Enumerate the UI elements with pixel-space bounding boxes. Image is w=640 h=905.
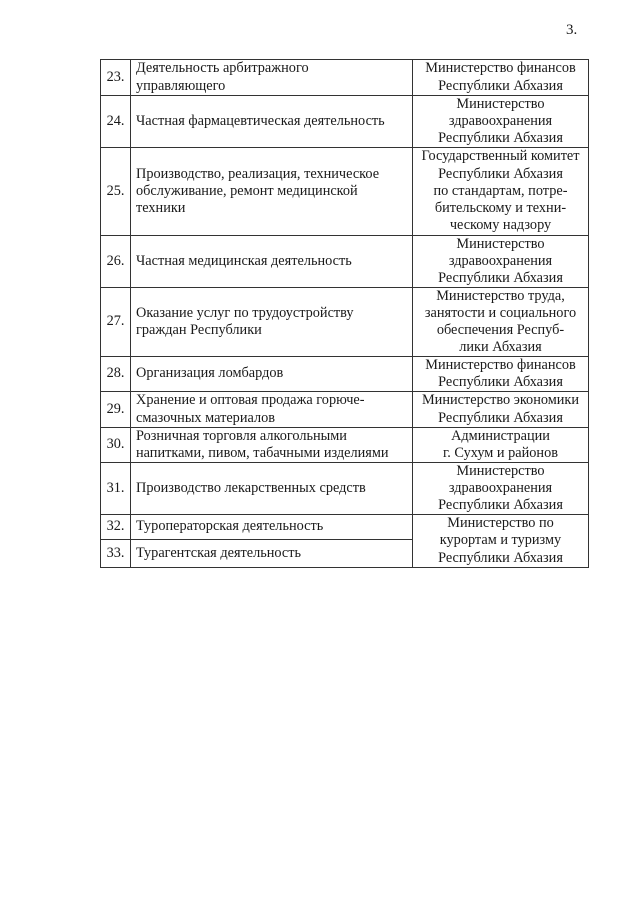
activity-cell: Турагентская деятельность	[130, 539, 413, 568]
activity-cell: Частная медицинская деятельность	[130, 235, 413, 288]
row-number: 32.	[100, 514, 131, 540]
activity-cell: Деятельность арбитражного управляющего	[130, 59, 413, 96]
row-number: 29.	[100, 391, 131, 428]
row-number: 30.	[100, 427, 131, 463]
authority-cell: Министерство здравоохранения Республики Абхазия	[412, 235, 589, 288]
activity-cell: Хранение и оптовая продажа горюче- смазочных материалов	[130, 391, 413, 428]
authority-cell: Министерство финансов Республики Абхазия	[412, 356, 589, 392]
row-number: 33.	[100, 539, 131, 568]
authority-cell: Министерство труда, занятости и социального обеспечения Респуб- лики Абхазия	[412, 287, 589, 357]
authority-cell: Министерство по курортам и туризму Республики Абхазия	[412, 514, 589, 568]
activity-cell: Частная фармацевтическая деятельность	[130, 95, 413, 148]
authority-cell: Министерство экономики Республики Абхазия	[412, 391, 589, 428]
row-number: 25.	[100, 147, 131, 236]
row-number: 24.	[100, 95, 131, 148]
authority-cell: Государственный комитет Республики Абхазия по стандартам, потре- бительскому и техни- ческому надзору	[412, 147, 589, 236]
row-number: 31.	[100, 462, 131, 515]
authority-cell: Министерство здравоохранения Республики Абхазия	[412, 462, 589, 515]
row-number: 27.	[100, 287, 131, 357]
activity-cell: Розничная торговля алкогольными напитками, пивом, табачными изделиями	[130, 427, 413, 463]
activity-cell: Оказание услуг по трудоустройству граждан Республики	[130, 287, 413, 357]
page-number: 3.	[566, 22, 578, 38]
activity-cell: Организация ломбардов	[130, 356, 413, 392]
authority-cell: Министерство здравоохранения Республики Абхазия	[412, 95, 589, 148]
row-number: 26.	[100, 235, 131, 288]
authority-cell: Администрации г. Сухум и районов	[412, 427, 589, 463]
row-number: 23.	[100, 59, 131, 96]
activity-cell: Производство, реализация, техническое обслуживание, ремонт медицинской техники	[130, 147, 413, 236]
activity-cell: Производство лекарственных средств	[130, 462, 413, 515]
row-number: 28.	[100, 356, 131, 392]
authority-cell: Министерство финансов Республики Абхазия	[412, 59, 589, 96]
activity-cell: Туроператорская деятельность	[130, 514, 413, 540]
